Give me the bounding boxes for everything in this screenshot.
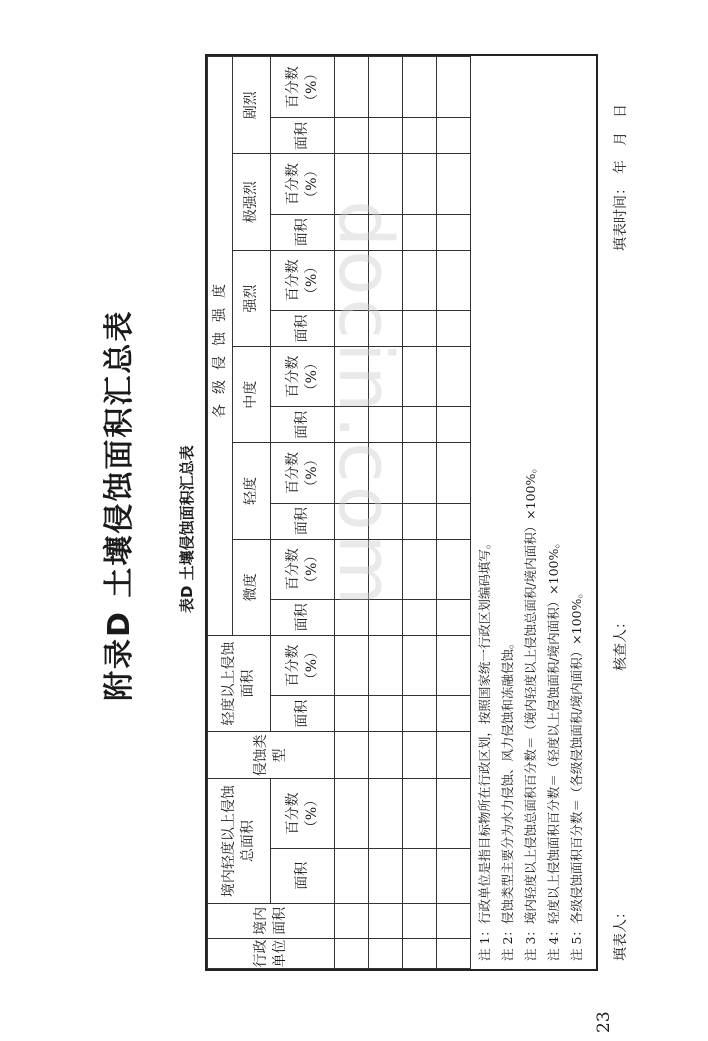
level-header: 中度 xyxy=(233,347,271,443)
header-total-above-light: 境内轻度以上侵蚀总面积 xyxy=(208,779,271,903)
col-percent: 百分数（%） xyxy=(271,250,335,310)
table-row xyxy=(403,57,437,969)
col-area: 面积 xyxy=(271,118,335,154)
note-line: 注 4：轻度以上侵蚀面积百分数＝（轻度以上侵蚀面积/境内面积）×100%。 xyxy=(546,536,561,961)
erosion-summary-table xyxy=(207,56,471,969)
col-area: 面积 xyxy=(271,696,335,732)
page-number: 23 xyxy=(594,1011,614,1033)
col-percent: 百分数（%） xyxy=(271,154,335,214)
page-title: 附录D 土壤侵蚀面积汇总表 xyxy=(102,309,137,701)
col-percent: 百分数（%） xyxy=(271,57,335,118)
level-header: 剧烈 xyxy=(233,57,271,154)
header-erosion-type: 侵蚀类型 xyxy=(208,732,335,779)
header-territory-area: 境内面积 xyxy=(208,903,335,938)
table-row xyxy=(437,57,471,969)
level-header: 强烈 xyxy=(233,250,271,346)
level-header: 轻度 xyxy=(233,443,271,539)
note-line: 注 1：行政单位是指目标物所在行政区划，按照国家统一行政区划编码填写。 xyxy=(477,536,492,961)
note-line: 注 2：侵蚀类型主要分为水力侵蚀、风力侵蚀和冻融侵蚀。 xyxy=(500,636,515,961)
level-header: 极强烈 xyxy=(233,154,271,250)
date-label: 填表时间： 年 月 日 xyxy=(613,104,629,251)
col-area: 面积 xyxy=(271,599,335,635)
header-admin-unit: 行政单位 xyxy=(208,938,335,968)
col-area: 面积 xyxy=(271,503,335,539)
col-area: 面积 xyxy=(271,407,335,443)
filler-label: 填表人： xyxy=(613,905,629,961)
checker-label: 核查人： xyxy=(613,615,629,671)
col-percent: 百分数（%） xyxy=(271,443,335,503)
table-row xyxy=(369,57,403,969)
col-area: 面积 xyxy=(271,310,335,346)
note-line: 注 5：各级侵蚀面积百分数＝（各级侵蚀面积/境内面积）×100%。 xyxy=(569,586,584,961)
header-intensity-group: 各级侵蚀强度 xyxy=(208,57,233,636)
table-row xyxy=(335,57,369,969)
col-area: 面积 xyxy=(271,848,335,903)
table-caption: 表D 土壤侵蚀面积汇总表 xyxy=(178,445,196,613)
summary-table-frame xyxy=(205,54,598,971)
header-above-light-area: 轻度以上侵蚀面积 xyxy=(208,635,271,731)
col-percent: 百分数（%） xyxy=(271,779,335,848)
note-line: 注 3：境内轻度以上侵蚀总面积百分数＝（境内轻度以上侵蚀总面积/境内面积）×100%。 xyxy=(523,461,538,961)
level-header: 微度 xyxy=(233,539,271,635)
col-percent: 百分数（%） xyxy=(271,635,335,695)
col-percent: 百分数（%） xyxy=(271,347,335,407)
col-area: 面积 xyxy=(271,214,335,250)
watermark: docin.com xyxy=(322,200,408,609)
notes-block xyxy=(473,461,588,961)
col-percent: 百分数（%） xyxy=(271,539,335,599)
